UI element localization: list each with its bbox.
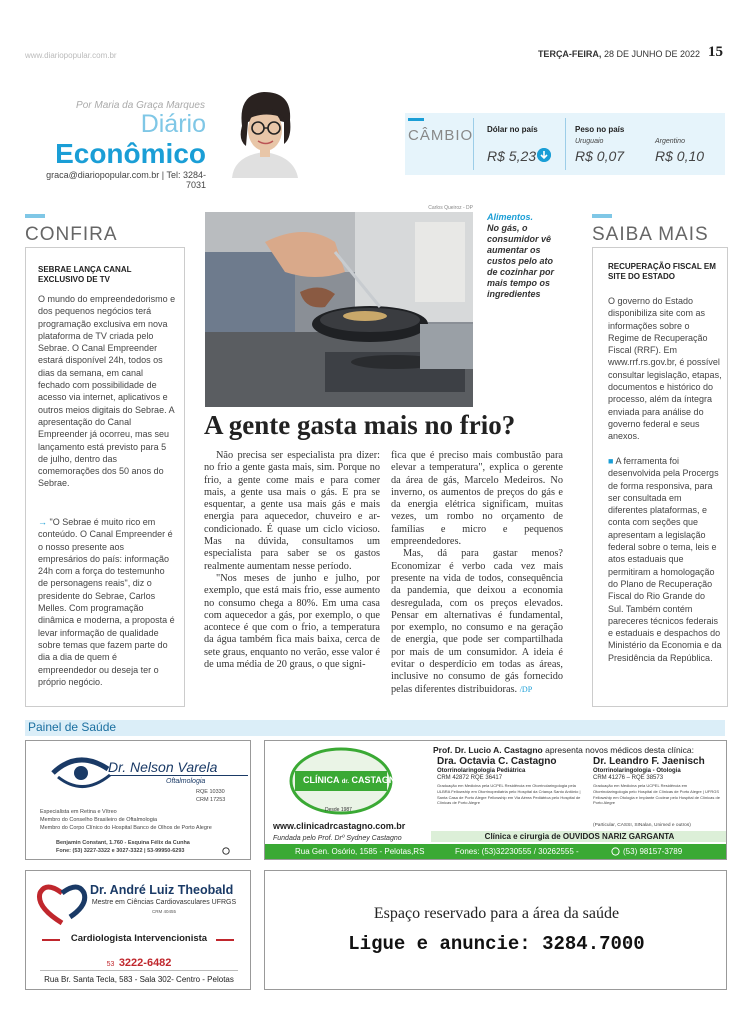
argentino-label: Argentino xyxy=(655,138,685,145)
castagno-site[interactable]: www.clinicadrcastagno.com.br xyxy=(273,821,406,831)
castagno-whatsapp[interactable]: (53) 98157-3789 xyxy=(623,847,683,856)
castagno-logo-b: dr. xyxy=(341,779,350,785)
argentino-value: R$ 0,10 xyxy=(655,148,705,164)
heart-logo-icon xyxy=(34,881,90,927)
whatsapp-icon xyxy=(222,847,230,855)
caption-head: Alimentos. xyxy=(487,212,534,222)
uruguaio-value: R$ 0,07 xyxy=(575,148,625,164)
column-contact: graca@diariopopular.com.br | Tel: 3284-7031 xyxy=(46,170,206,190)
page-date xyxy=(528,49,700,59)
arrow-marker-icon: → xyxy=(38,517,47,527)
castagno-intro-rest: apresenta novos médicos desta clínica: xyxy=(542,745,694,755)
confira-accent-bar xyxy=(25,214,45,218)
saiba-mais-paragraph-2 xyxy=(608,455,722,664)
dollar-value: R$ 5,23 xyxy=(487,148,537,164)
doc2-name: Dr. Leandro F. Jaenisch xyxy=(593,756,705,767)
doc2-crm: CRM 41276 – RQE 38573 xyxy=(593,775,664,781)
saiba-mais-headline: RECUPERAÇÃO FISCAL EM SITE DO ESTADO xyxy=(608,262,716,281)
theobald-degree: Mestre em Ciências Cardiovasculares UFRGS xyxy=(91,899,237,906)
varela-line1: Especialista em Retina e Vítreo xyxy=(40,809,117,815)
painel-bar xyxy=(25,720,725,736)
photo-credit: Carlos Queiroz - DP xyxy=(428,205,473,211)
square-marker-icon: ■ xyxy=(608,456,614,466)
arrow-down-icon xyxy=(537,148,551,162)
theobald-phone-line xyxy=(26,953,251,971)
theobald-phone[interactable]: 3222-6482 xyxy=(118,957,172,969)
saiba-mais-paragraph-2-text: A ferramenta foi desenvolvida pela Procergs de forma responsiva, para ser consultada em diferentes plataformas, e conta com seções que apresentam a legislação federal sobre o tema, leis e atos estaduais que permitiram a homologação do Plano de Recuperação Fiscal do Rio Grande do Sul. Também contém pareceres técnicos federais e estaduais e despachos do Ministério da Economia e da Presidência da República. xyxy=(608,456,722,663)
article-paragraph-text: Mas, dá para gastar menos? Economizar é verbo cada vez mais presente na vida de todos, consequência da pandemia, que deixou a economia desregulada, com os preços elevados. Pensar em alternativas é fundamental, por exemplo, no consumo e na geração de energia, que pode ser compartilhada por mais de um consumidor. A ideia é evitar o desperdício em todas as áreas, inclusive no consumo de gás fornecido pelas diferentes distribuidoras. xyxy=(391,548,563,695)
ad-nelson-varela[interactable] xyxy=(25,740,251,860)
article-paragraph xyxy=(391,548,563,696)
article-paragraph: "Nos meses de junho e julho, por exemplo, que está mais frio, esse aumento no consumo chega a 80%. Em uma casa com aquecedor a gás, por exemplo, o que acontece é que com o frio, a temperatura da água também fica mais baixa, cerca de sete graus, enquanto no verão, esse valor é de uma média de 20 graus, o que signi- xyxy=(204,572,380,671)
peso-label: Peso no país xyxy=(575,125,625,134)
confira-paragraph-2-text: "O Sebrae é muito rico em conteúdo. O Canal Empreender é o nosso presente aos empresários do país: informação 24h com a força do testemunho de personagens reais", diz o presidente do Sebrae, Carlos Melles. Com programação dinâmica e moderna, a proposta é levar informação de qualidade sobre temas que fazem parte do dia a dia de quem é empreendedor ou deseja ter o próprio negócio. xyxy=(38,517,175,687)
doc2-specialty: Otorrinolaringologia - Otologia xyxy=(593,768,681,774)
cambio-title: CÂMBIO xyxy=(408,127,474,144)
theobald-specialty: Cardiologista Intervencionista xyxy=(70,933,208,944)
castagno-address: Rua Gen. Osório, 1585 - Pelotas,RS xyxy=(295,847,425,856)
article-signoff: /DP xyxy=(519,684,533,694)
castagno-logo-a: CLÍNICA xyxy=(303,775,340,785)
article-headline: A gente gasta mais no frio? xyxy=(204,410,516,440)
doc1-name: Dra. Octavia C. Castagno xyxy=(437,756,557,767)
theobald-phone-prefix: 53 xyxy=(106,961,115,968)
uruguaio-label: Uruguaio xyxy=(575,138,604,145)
castagno-logo-text xyxy=(303,775,402,785)
confira-paragraph-1: O mundo do empreendedorismo e dos pequenos negócios terá programação exclusiva em nova plataforma de TV criada pelo Sebrae. O Canal Empreender estará disponível 24h, todos os dias da semana, em canal fechado com possibilidade de acesso via internet, aplicativos e outros meios digitais do Sebrae. A apresentação do Canal Empreender já ocorreu, mas seu lançamento está previsto para 5 de julho, dentro das comemorações dos 50 anos do Sebrae. xyxy=(38,294,176,489)
column-author: Por Maria da Graça Marques xyxy=(76,100,205,111)
varela-phones: Fone: (53) 3227-3322 e 3027-3322 | 53-99950-6293 xyxy=(56,848,185,854)
article-column-1 xyxy=(204,450,380,671)
dollar-label: Dólar no país xyxy=(487,125,538,134)
castagno-plans: (Particular, CASSI, SINalan, Unimed e outros) xyxy=(593,823,691,828)
theobald-crm: CRM 40455 xyxy=(151,909,176,914)
varela-name: Dr. Nelson Varela xyxy=(108,759,248,776)
painel-title: Painel de Saúde xyxy=(28,720,117,734)
castagno-intro-name: Prof. Dr. Lucio A. Castagno xyxy=(433,745,543,755)
confira-title: CONFIRA xyxy=(25,224,118,245)
ad-andre-theobald[interactable] xyxy=(25,870,251,990)
saiba-mais-title: SAIBA MAIS xyxy=(592,224,709,245)
confira-headline: SEBRAE LANÇA CANAL EXCLUSIVO DE TV xyxy=(38,265,132,284)
whatsapp-icon xyxy=(611,847,620,856)
article-photo xyxy=(205,212,473,407)
ad-space-title: Espaço reservado para a área da saúde xyxy=(373,905,620,922)
theobald-address: Rua Br. Santa Tecla, 583 - Sala 302- Centro - Pelotas xyxy=(44,975,234,984)
theobald-name: Dr. André Luiz Theobald xyxy=(90,883,234,897)
cambio-accent-bar xyxy=(408,118,424,121)
varela-crm: CRM 17253 xyxy=(196,797,226,803)
ad-clinica-castagno[interactable] xyxy=(264,740,727,860)
site-url: www.diariopopular.com.br xyxy=(25,51,117,60)
cambio-divider xyxy=(473,118,474,170)
saiba-mais-paragraph-1: O governo do Estado disponibiliza site com as informações sobre o Regime de Recuperação Fiscal (RRF). Em www.rrf.rs.gov.br, é possível consultar legislação, etapas, documentos e histórico do processo, além da íntegra enviada para análise do governo federal e seus anexos. xyxy=(608,296,722,442)
varela-line2: Membro do Conselho Brasileiro de Oftalmologia xyxy=(40,817,158,823)
page-number: 15 xyxy=(708,44,723,60)
theobald-divider xyxy=(40,970,238,971)
photo-caption xyxy=(487,212,559,300)
varela-rqe: RQE 10330 xyxy=(196,789,225,795)
date-weekday: TERÇA-FEIRA, xyxy=(537,49,602,59)
castagno-logo-c: CASTAGNO xyxy=(351,775,403,785)
column-title-line2: Econômico xyxy=(55,138,206,169)
ad-space-cta[interactable]: Ligue e anuncie: 3284.7000 xyxy=(348,933,645,955)
article-column-2 xyxy=(391,450,563,696)
doc1-bio: Graduação em Medicina pela UCPEL Residência em Otorrinolaringologia pela ULBRA Fellowship em Otorrinopediatria pelo Hospital da Criança Santo Antônio | Santa Casa de Porto Alegre Fellowship em Via Aérea Pediátrica pelo Hospital de Clínicas de Porto Alegre xyxy=(437,783,581,806)
ad-space-reserved[interactable] xyxy=(264,870,727,990)
castagno-founder: Fundada pelo Prof. Drº Sydney Castagno xyxy=(273,835,402,842)
doc1-crm: CRM 42872 RQE 36417 xyxy=(437,775,503,781)
varela-line3: Membro do Corpo Clínico do Hospital Banco de Olhos de Porto Alegre xyxy=(40,825,212,831)
caption-text: No gás, o consumidor vê aumentar os custos pelo ato de cozinhar por mais tempo os ingredientes xyxy=(487,223,555,299)
date-rest: 28 DE JUNHO DE 2022 xyxy=(603,49,700,59)
confira-paragraph-2 xyxy=(38,516,176,688)
column-title-line1: Diário xyxy=(140,110,206,138)
doc2-bio: Graduação em Medicina pela UCPEL Residência em Otorrinolaringologia pelo Hospital de Clínicas de Porto Alegre | UFRGS Fellowship em Otologia e Implante Coclear pelo Hospital de Clínicas de Porto Alegre xyxy=(593,783,720,806)
castagno-intro xyxy=(433,745,727,755)
castagno-since: Desde 1987 xyxy=(325,807,352,813)
saiba-mais-accent-bar xyxy=(592,214,612,218)
author-portrait xyxy=(224,86,304,178)
doc1-specialty: Otorrinolaringologia Pediátrica xyxy=(437,768,526,774)
varela-address: Benjamin Constant, 1.760 - Esquina Félix da Cunha xyxy=(56,840,190,846)
varela-specialty: Oftalmologia xyxy=(166,778,206,785)
article-paragraph: fica que é preciso mais combustão para elevar a temperatura", explica o gerente da área de gás, Marcelo Medeiros. No inverno, os aumentos de preços do gás e da energia elétrica significam, muitas vezes, um rombo no orçamento de famílias e micro e pequenos empreendedores. xyxy=(391,450,563,548)
castagno-phones[interactable]: Fones: (53)32230555 / 30262555 - xyxy=(455,847,579,856)
article-paragraph: Não precisa ser especialista pra dizer: no frio a gente gasta mais, sim. Porque no frio, a gente come mais e para comer mais, a gente usa mais o gás. E pra se esquentar, a gente usa mais gás e mais energia para aquecedor, chuveiro e ar-condicionado. É quase um ciclo vicioso. Mas na dúvida, consultamos um especialista para saber se os gastos realmente aumentam nesse período. xyxy=(204,450,380,572)
cambio-divider xyxy=(565,118,566,170)
castagno-tagline: Clínica e cirurgia de OUVIDOS NARIZ GARGANTA xyxy=(431,831,727,842)
